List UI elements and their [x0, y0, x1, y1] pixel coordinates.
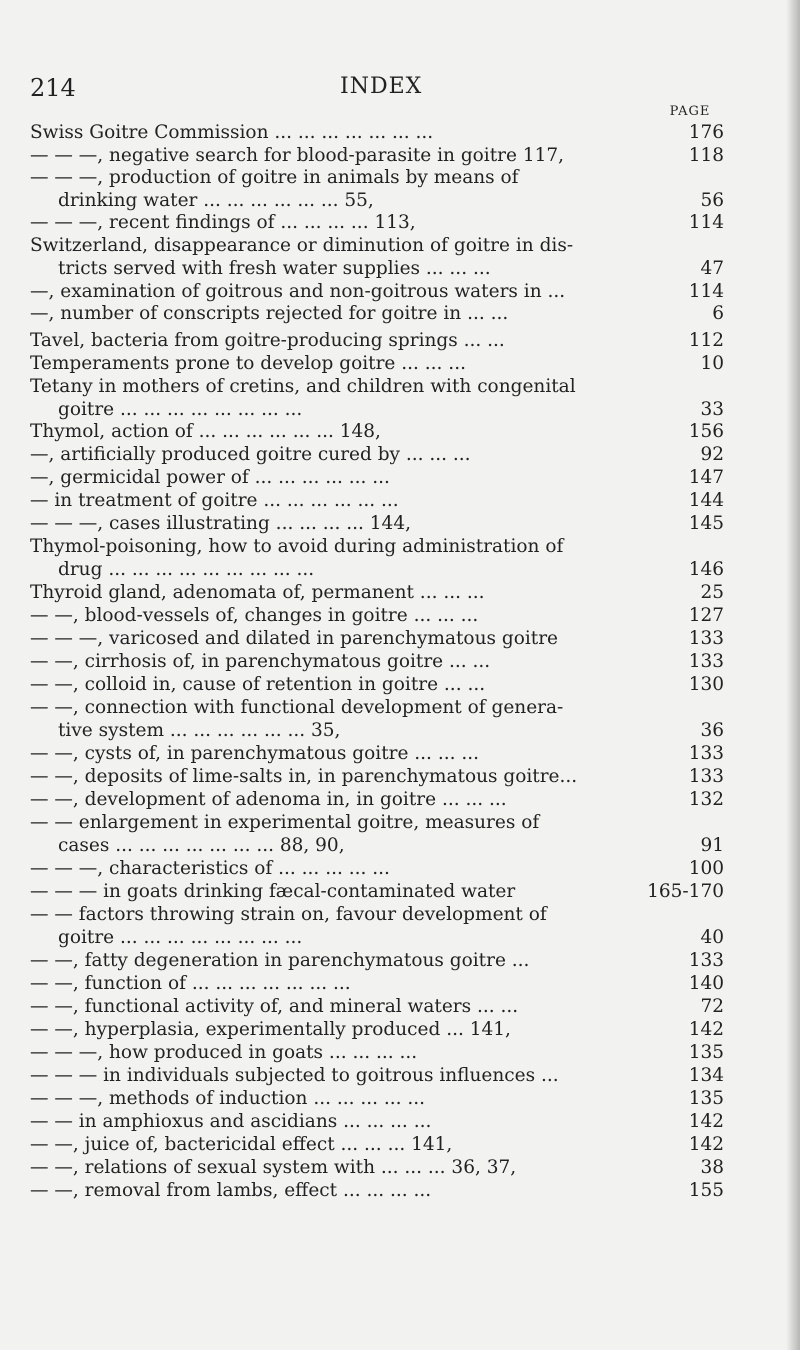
entry-text: Tavel, bacteria from goitre-producing springs ... ...	[30, 330, 505, 351]
entry-page: 40	[694, 926, 724, 950]
entry-text: tricts served with fresh water supplies ... ... ...	[58, 258, 491, 279]
entry-page: 6	[706, 302, 724, 326]
index-entry	[30, 1087, 724, 1111]
entry-text: — —, functional activity of, and mineral waters ... ...	[30, 996, 519, 1017]
index-entry	[30, 512, 724, 536]
index-entry	[30, 280, 724, 304]
index-entry	[30, 302, 724, 326]
entry-text: — — factors throwing strain on, favour development of	[30, 904, 547, 925]
entry-text: — —, relations of sexual system with ... ... ... 36, 37,	[30, 1157, 517, 1178]
entry-page: 140	[683, 972, 724, 996]
entry-text: — —, colloid in, cause of retention in goitre ... ...	[30, 674, 486, 695]
index-entry	[30, 1156, 724, 1180]
index-entry	[30, 166, 724, 190]
entry-text: Swiss Goitre Commission ... ... ... ... ... ... ...	[30, 122, 434, 143]
entry-text: Thymol, action of ... ... ... ... ... ... 148,	[30, 421, 381, 442]
index-entry	[30, 627, 724, 651]
entry-page: 47	[694, 257, 724, 281]
index-entry	[58, 189, 724, 213]
entry-page: 56	[694, 189, 724, 213]
entry-text: Thyroid gland, adenomata of, permanent ... ... ...	[30, 582, 485, 603]
index-entry	[30, 420, 724, 444]
page-column-label: PAGE	[669, 104, 711, 119]
entry-text: drinking water ... ... ... ... ... ... 55,	[58, 190, 374, 211]
index-entry	[30, 1179, 724, 1203]
entry-text: tive system ... ... ... ... ... ... 35,	[58, 720, 341, 741]
entry-page: 147	[683, 466, 724, 490]
page-edge-shadow	[786, 0, 800, 1350]
entry-text: — — —, methods of induction ... ... ... ... ...	[30, 1088, 426, 1109]
index-entry	[30, 880, 724, 904]
index-entry	[30, 949, 724, 973]
entry-page: 176	[683, 121, 724, 145]
index-entry	[30, 375, 724, 399]
index-entry	[58, 719, 724, 743]
index-entry	[30, 788, 724, 812]
entry-text: — —, deposits of lime-salts in, in parenchymatous goitre...	[30, 766, 578, 787]
entry-text: — — in amphioxus and ascidians ... ... ... ...	[30, 1111, 432, 1132]
entry-page: 142	[683, 1133, 724, 1157]
index-entry	[30, 811, 724, 835]
index-entry	[30, 466, 724, 490]
entry-text: — — —, negative search for blood-parasite in goitre 117,	[30, 145, 565, 166]
index-entry	[58, 398, 724, 422]
entry-page: 133	[683, 949, 724, 973]
entry-page: 144	[683, 489, 724, 513]
entry-text: — —, development of adenoma in, in goitre ... ... ...	[30, 789, 507, 810]
entry-page: 91	[694, 834, 724, 858]
entry-text: — in treatment of goitre ... ... ... ... ... ...	[30, 490, 399, 511]
entry-page: 165-170	[641, 880, 724, 904]
index-entry	[58, 257, 724, 281]
index-entry	[30, 352, 724, 376]
index-entry	[58, 558, 724, 582]
entry-text: goitre ... ... ... ... ... ... ... ...	[58, 399, 303, 420]
entry-text: — —, juice of, bactericidal effect ... ... ... 141,	[30, 1134, 453, 1155]
entry-page: 72	[694, 995, 724, 1019]
entry-text: — —, cysts of, in parenchymatous goitre ... ... ...	[30, 743, 479, 764]
entry-text: — — —, cases illustrating ... ... ... ... 144,	[30, 513, 411, 534]
entry-page: 146	[683, 558, 724, 582]
entry-text: cases ... ... ... ... ... ... ... 88, 90,	[58, 835, 345, 856]
entry-text: — — —, production of goitre in animals by means of	[30, 167, 519, 188]
entry-page: 118	[683, 144, 724, 168]
entry-page: 33	[694, 398, 724, 422]
entry-page: 133	[683, 765, 724, 789]
entry-text: — — —, characteristics of ... ... ... ... ...	[30, 858, 390, 879]
index-entry	[30, 673, 724, 697]
entry-page: 130	[683, 673, 724, 697]
entry-text: — —, blood-vessels of, changes in goitre ... ... ...	[30, 605, 479, 626]
entry-page: 92	[694, 443, 724, 467]
index-entry	[30, 489, 724, 513]
index-entry	[30, 903, 724, 927]
entry-text: — — enlargement in experimental goitre, measures of	[30, 812, 540, 833]
index-entry	[30, 1110, 724, 1134]
index-entry	[30, 604, 724, 628]
index-entry	[58, 834, 724, 858]
entry-page: 145	[683, 512, 724, 536]
entry-text: — —, connection with functional development of genera-	[30, 697, 564, 718]
index-entry	[30, 121, 724, 145]
entry-text: —, artificially produced goitre cured by ... ... ...	[30, 444, 471, 465]
index-entry	[30, 1133, 724, 1157]
entry-page: 135	[683, 1041, 724, 1065]
index-entry	[30, 144, 724, 168]
index-entry	[30, 972, 724, 996]
index-entry	[30, 696, 724, 720]
entry-page: 36	[694, 719, 724, 743]
entry-page: 142	[683, 1110, 724, 1134]
page-number: 214	[30, 74, 76, 102]
index-entry	[30, 443, 724, 467]
entry-text: — —, function of ... ... ... ... ... ... ...	[30, 973, 351, 994]
entry-page: 133	[683, 742, 724, 766]
index-entry	[30, 535, 724, 559]
entry-text: — — —, how produced in goats ... ... ... ...	[30, 1042, 418, 1063]
entry-text: Thymol-poisoning, how to avoid during administration of	[30, 536, 564, 557]
entry-page: 10	[694, 352, 724, 376]
index-entry	[30, 650, 724, 674]
entry-page: 132	[683, 788, 724, 812]
entry-text: Switzerland, disappearance or diminution of goitre in dis-	[30, 235, 574, 256]
entry-text: goitre ... ... ... ... ... ... ... ...	[58, 927, 303, 948]
index-entry	[30, 581, 724, 605]
entry-text: — — — in individuals subjected to goitrous influences ...	[30, 1065, 559, 1086]
entry-text: — — —, varicosed and dilated in parenchymatous goitre	[30, 628, 558, 649]
entry-page: 38	[694, 1156, 724, 1180]
entry-page: 133	[683, 627, 724, 651]
entry-page: 134	[683, 1064, 724, 1088]
entry-page: 142	[683, 1018, 724, 1042]
index-entry	[30, 765, 724, 789]
entry-page: 155	[683, 1179, 724, 1203]
entry-page: 127	[683, 604, 724, 628]
index-entry	[30, 1064, 724, 1088]
entry-page: 114	[683, 280, 724, 304]
index-entry	[58, 926, 724, 950]
entry-text: Temperaments prone to develop goitre ... ... ...	[30, 353, 466, 374]
index-entry	[30, 1018, 724, 1042]
entry-page: 133	[683, 650, 724, 674]
entry-page: 156	[683, 420, 724, 444]
index-entry	[30, 742, 724, 766]
entry-text: —, examination of goitrous and non-goitrous waters in ...	[30, 281, 566, 302]
entry-text: — —, removal from lambs, effect ... ... ... ...	[30, 1180, 432, 1201]
entry-text: —, number of conscripts rejected for goitre in ... ...	[30, 303, 509, 324]
entry-text: Tetany in mothers of cretins, and children with congenital	[30, 376, 576, 397]
index-entry	[30, 211, 724, 235]
page-title: INDEX	[340, 74, 423, 99]
entry-page: 135	[683, 1087, 724, 1111]
entry-page: 114	[683, 211, 724, 235]
entry-page: 100	[683, 857, 724, 881]
entry-page: 25	[694, 581, 724, 605]
entry-text: drug ... ... ... ... ... ... ... ... ...	[58, 559, 315, 580]
entry-text: —, germicidal power of ... ... ... ... ... ...	[30, 467, 390, 488]
index-entry	[30, 329, 724, 353]
entry-page: 112	[683, 329, 724, 353]
index-entry	[30, 1041, 724, 1065]
index-entry	[30, 234, 724, 258]
index-entry	[30, 995, 724, 1019]
index-entry	[30, 857, 724, 881]
entry-text: — — — in goats drinking fæcal-contaminated water	[30, 881, 516, 902]
entry-text: — —, fatty degeneration in parenchymatous goitre ...	[30, 950, 530, 971]
entry-text: — —, hyperplasia, experimentally produced ... 141,	[30, 1019, 511, 1040]
entry-text: — — —, recent findings of ... ... ... ... 113,	[30, 212, 416, 233]
entry-text: — —, cirrhosis of, in parenchymatous goitre ... ...	[30, 651, 491, 672]
